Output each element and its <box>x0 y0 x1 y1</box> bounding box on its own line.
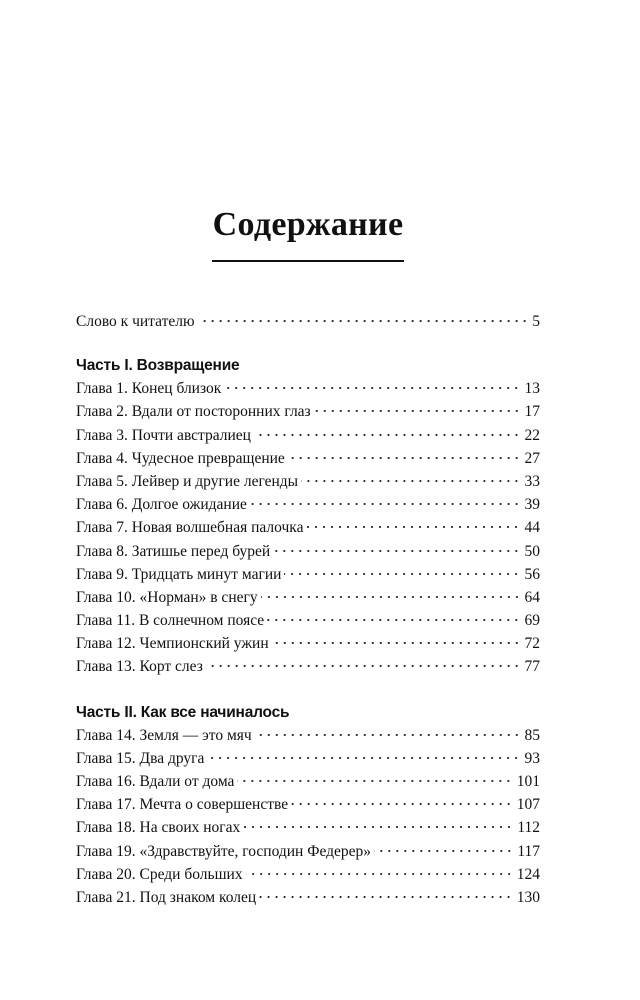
dot-leader <box>291 802 513 806</box>
toc-entry-label: Глава 18. На своих ногах <box>76 819 241 837</box>
toc-entry[interactable] <box>76 816 540 839</box>
dot-leader <box>301 479 520 483</box>
toc-entry-page: 56 <box>524 565 540 583</box>
toc-entry-page: 64 <box>524 588 540 606</box>
dot-leader <box>374 849 513 853</box>
toc-entry-page: 50 <box>524 542 540 560</box>
toc-entry-label: Глава 1. Конец близок <box>76 380 222 398</box>
dot-leader <box>288 456 521 460</box>
toc-entry[interactable] <box>76 632 540 655</box>
toc-entry[interactable] <box>76 840 540 863</box>
toc-entry[interactable] <box>76 886 540 909</box>
toc-entry[interactable] <box>76 747 540 770</box>
toc-entry-label: Глава 13. Корт слез <box>76 658 203 676</box>
dot-leader <box>198 319 529 323</box>
toc-entry-label: Глава 11. В солнечном поясе <box>76 612 265 630</box>
toc-entry-label: Глава 21. Под знаком колец <box>76 888 257 906</box>
toc-entry-label: Глава 6. Долгое ожидание <box>76 496 247 514</box>
toc-entry-label: Глава 5. Лейвер и другие легенды <box>76 472 299 490</box>
toc-entry-page: 33 <box>524 472 540 490</box>
toc-entry[interactable] <box>76 540 540 563</box>
toc-entry[interactable] <box>76 400 540 423</box>
toc-entry-page: 27 <box>524 449 540 467</box>
toc-entry-page: 17 <box>524 403 540 421</box>
dot-leader <box>207 756 520 760</box>
dot-leader <box>272 641 521 645</box>
toc-entry-page: 130 <box>516 888 540 906</box>
toc-entry[interactable] <box>76 424 540 447</box>
dot-leader <box>246 872 513 876</box>
toc-entry[interactable] <box>76 793 540 816</box>
toc-entry[interactable] <box>76 470 540 493</box>
dot-leader <box>255 733 521 737</box>
toc-entry-label: Глава 9. Тридцать минут магии <box>76 565 282 583</box>
dot-leader <box>254 433 521 437</box>
toc-entry[interactable] <box>76 586 540 609</box>
table-of-contents <box>76 310 540 909</box>
toc-entry-label: Глава 10. «Норман» в снегу <box>76 588 258 606</box>
dot-leader <box>261 595 521 599</box>
toc-entry-page: 39 <box>524 496 540 514</box>
dot-leader <box>243 825 513 829</box>
toc-entry-label: Глава 3. Почти австралиец <box>76 426 251 444</box>
toc-entry-label: Глава 8. Затишье перед бурей <box>76 542 271 560</box>
title-underline <box>212 260 404 262</box>
toc-entry-page: 22 <box>524 426 540 444</box>
dot-leader <box>314 409 521 413</box>
toc-entry-label: Глава 4. Чудесное превращение <box>76 449 285 467</box>
toc-entry[interactable] <box>76 516 540 539</box>
toc-entry-page: 112 <box>517 819 540 837</box>
toc-entry-page: 5 <box>532 313 540 330</box>
dot-leader <box>224 386 520 390</box>
spacer <box>76 333 540 354</box>
toc-entry-page: 93 <box>524 749 540 767</box>
part-heading-2: Часть II. Как все начиналось <box>76 703 290 721</box>
toc-entry[interactable] <box>76 770 540 793</box>
toc-entry-label: Глава 17. Мечта о совершенстве <box>76 796 289 814</box>
toc-entry-page: 44 <box>524 519 540 537</box>
toc-entry-label: Глава 19. «Здравствуйте, господин Федерер» <box>76 842 372 860</box>
toc-entry[interactable] <box>76 609 540 632</box>
dot-leader <box>237 779 512 783</box>
toc-entry-label: Глава 7. Новая волшебная палочка <box>76 519 304 537</box>
dot-leader <box>273 549 520 553</box>
toc-entry-label: Глава 16. Вдали от дома <box>76 773 235 790</box>
dot-leader <box>306 525 520 529</box>
toc-entry[interactable] <box>76 724 540 747</box>
dot-leader <box>206 664 521 668</box>
toc-entry-page: 107 <box>516 796 540 814</box>
toc-entry-page: 85 <box>524 726 540 744</box>
toc-entry[interactable] <box>76 563 540 586</box>
toc-entry[interactable] <box>76 447 540 470</box>
toc-entry-label: Глава 20. Среди больших <box>76 865 243 883</box>
dot-leader <box>267 618 520 622</box>
part-heading-1: Часть I. Возвращение <box>76 357 240 375</box>
toc-entry-page: 117 <box>517 842 540 860</box>
toc-entry[interactable] <box>76 655 540 678</box>
toc-entry-page: 101 <box>516 773 540 790</box>
toc-entry-page: 69 <box>524 612 540 630</box>
spacer <box>76 679 540 701</box>
toc-entry[interactable] <box>76 863 540 886</box>
dot-leader <box>250 502 521 506</box>
page-title: Содержание <box>212 206 404 243</box>
dot-leader <box>284 572 520 576</box>
toc-entry-label: Слово к читателю <box>76 313 195 330</box>
toc-entry-label: Глава 2. Вдали от посторонних глаз <box>76 403 311 421</box>
toc-entry-label: Глава 14. Земля — это мяч <box>76 726 252 744</box>
toc-entry-intro[interactable] <box>76 310 540 333</box>
dot-leader <box>259 895 513 899</box>
toc-entry-page: 13 <box>524 380 540 398</box>
toc-entry[interactable] <box>76 377 540 400</box>
toc-entry-page: 124 <box>516 865 540 883</box>
toc-entry-label: Глава 12. Чемпионский ужин <box>76 635 269 653</box>
toc-entry-page: 77 <box>524 658 540 676</box>
toc-entry-page: 72 <box>524 635 540 653</box>
toc-entry-label: Глава 15. Два друга <box>76 749 205 767</box>
toc-entry[interactable] <box>76 493 540 516</box>
